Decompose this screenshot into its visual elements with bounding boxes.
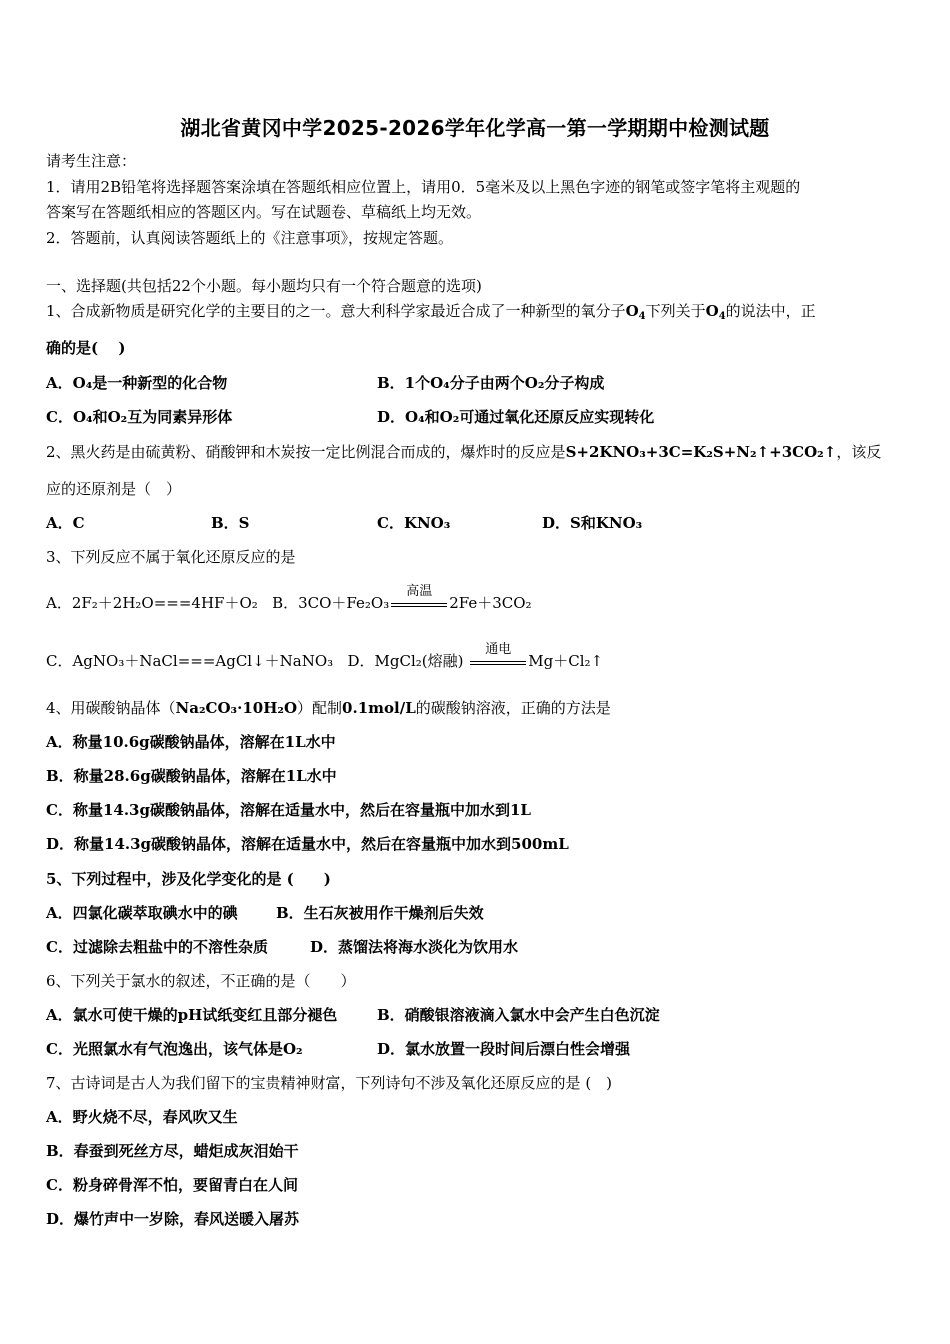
q4-stem-post: 的碳酸钠溶液，正确的方法是 [415, 699, 611, 717]
q7-stem: 7、古诗词是古人为我们留下的宝贵精神财富，下列诗句不涉及氧化还原反应的是 ( ) [46, 1074, 613, 1092]
q6-option-d: D．氯水放置一段时间后漂白性会增强 [377, 1040, 631, 1058]
q1-option-d: D．O₄和O₂可通过氧化还原反应实现转化 [377, 408, 655, 426]
q4-formula: Na₂CO₃·10H₂O [175, 699, 298, 717]
q1-stem-mid: 下列关于 [645, 302, 706, 320]
q4-option-d: D．称量14.3g碳酸钠晶体，溶解在适量水中，然后在容量瓶中加水到500mL [46, 835, 569, 853]
notice-line-2: 2．答题前，认真阅读答题纸上的《注意事项》，按规定答题。 [46, 229, 454, 247]
q3-d-condition-bar-bottom [470, 664, 526, 665]
q2-stem-post: ，该反 [836, 443, 882, 461]
q5-option-c: C．过滤除去粗盐中的不溶性杂质 [46, 938, 268, 956]
q2-stem-pre: 2、黑火药是由硫黄粉、硝酸钾和木炭按一定比例混合而成的，爆炸时的反应是 [46, 443, 566, 461]
q3-b-condition-text: 高温 [406, 584, 433, 599]
q4-option-b: B．称量28.6g碳酸钠晶体，溶解在1L水中 [46, 767, 337, 785]
q1-option-a: A．O₄是一种新型的化合物 [46, 374, 228, 392]
q5-stem: 5、下列过程中，涉及化学变化的是 ( ) [46, 870, 331, 888]
q3-row-ab [46, 584, 532, 614]
q5-option-b: B．生石灰被用作干燥剂后失效 [276, 904, 484, 922]
q6-option-c: C．光照氯水有气泡逸出，该气体是O₂ [46, 1040, 303, 1058]
section-heading: 一、选择题(共包括22个小题。每小题均只有一个符合题意的选项) [46, 277, 482, 295]
q3-option-b-post: 2Fe＋3CO₂ [449, 594, 532, 612]
q3-option-d-pre: D．MgCl₂(熔融) [347, 652, 464, 670]
q3-b-condition-bar-top [391, 603, 447, 604]
q1-stem-pre: 1、合成新物质是研究化学的主要目的之一。意大利科学家最近合成了一种新型的氧分子 [46, 302, 626, 320]
q3-b-condition-bar-bottom [391, 606, 447, 607]
q1-option-b: B．1个O₄分子由两个O₂分子构成 [377, 374, 605, 392]
q7-option-d: D．爆竹声中一岁除，春风送暖入屠苏 [46, 1210, 300, 1228]
q6-option-b: B．硝酸银溶液滴入氯水中会产生白色沉淀 [377, 1006, 660, 1024]
q3-option-c: C．AgNO₃＋NaCl===AgCl↓＋NaNO₃ [46, 652, 334, 670]
q3-stem: 3、下列反应不属于氧化还原反应的是 [46, 548, 296, 566]
q3-d-condition-text: 通电 [485, 642, 512, 657]
q2-option-b: B．S [211, 514, 250, 532]
q4-option-c: C．称量14.3g碳酸钠晶体，溶解在适量水中，然后在容量瓶中加水到1L [46, 801, 531, 819]
q4-stem-mid: ）配制 [297, 699, 343, 717]
notice-heading: 请考生注意： [46, 152, 137, 170]
q3-option-b-pre: B．3CO＋Fe₂O₃ [272, 594, 390, 612]
q4-option-a: A．称量10.6g碳酸钠晶体，溶解在1L水中 [46, 733, 336, 751]
q1-stem-post: 的说法中，正 [725, 302, 816, 320]
q3-option-d-post: Mg＋Cl₂↑ [528, 652, 604, 670]
q2-option-d: D．S和KNO₃ [542, 514, 643, 532]
q3-row-cd [46, 642, 604, 672]
q1-stem-line1 [46, 301, 816, 321]
q7-option-b: B．春蚕到死丝方尽，蜡炬成灰泪始干 [46, 1142, 299, 1160]
q2-option-a: A．C [46, 514, 85, 532]
q1-formula-sub: 4 [638, 311, 646, 322]
q3-option-a: A．2F₂＋2H₂O===4HF＋O₂ [46, 594, 258, 612]
q1-formula-o2: O [705, 302, 719, 320]
q3-d-condition-bar-top [470, 661, 526, 662]
q1-option-c: C．O₄和O₂互为同素异形体 [46, 408, 233, 426]
q3-b-condition [391, 584, 447, 614]
q4-concentration: 0.1mol/L [342, 699, 416, 717]
q2-equation: S+2KNO₃+3C=K₂S+N₂↑+3CO₂↑ [565, 443, 837, 461]
q3-d-condition [470, 642, 526, 672]
q2-stem-line2: 应的还原剂是（ ） [46, 480, 182, 498]
q2-option-c: C．KNO₃ [377, 514, 451, 532]
q6-option-a: A．氯水可使干燥的pH试纸变红且部分褪色 [46, 1006, 338, 1024]
notice-line-1a: 1．请用2B铅笔将选择题答案涂填在答题纸相应位置上，请用0．5毫米及以上黑色字迹的钢笔或签字笔将主观题的 [46, 178, 801, 196]
q4-stem-pre: 4、用碳酸钠晶体（ [46, 699, 176, 717]
q1-formula-sub2: 4 [718, 311, 726, 322]
notice-line-1b: 答案写在答题纸相应的答题区内。写在试题卷、草稿纸上均无效。 [46, 203, 482, 221]
q2-stem-line1 [46, 442, 881, 462]
q1-formula-o: O [625, 302, 639, 320]
q1-stem-line2: 确的是( ) [46, 339, 126, 357]
exam-title: 湖北省黄冈中学2025-2026学年化学高一第一学期期中检测试题 [180, 116, 770, 140]
q6-stem: 6、下列关于氯水的叙述，不正确的是（ ） [46, 972, 356, 990]
q7-option-c: C．粉身碎骨浑不怕，要留青白在人间 [46, 1176, 298, 1194]
q4-stem [46, 698, 611, 718]
q7-option-a: A．野火烧不尽，春风吹又生 [46, 1108, 238, 1126]
q5-option-d: D．蒸馏法将海水淡化为饮用水 [310, 938, 519, 956]
q5-option-a: A．四氯化碳萃取碘水中的碘 [46, 904, 238, 922]
